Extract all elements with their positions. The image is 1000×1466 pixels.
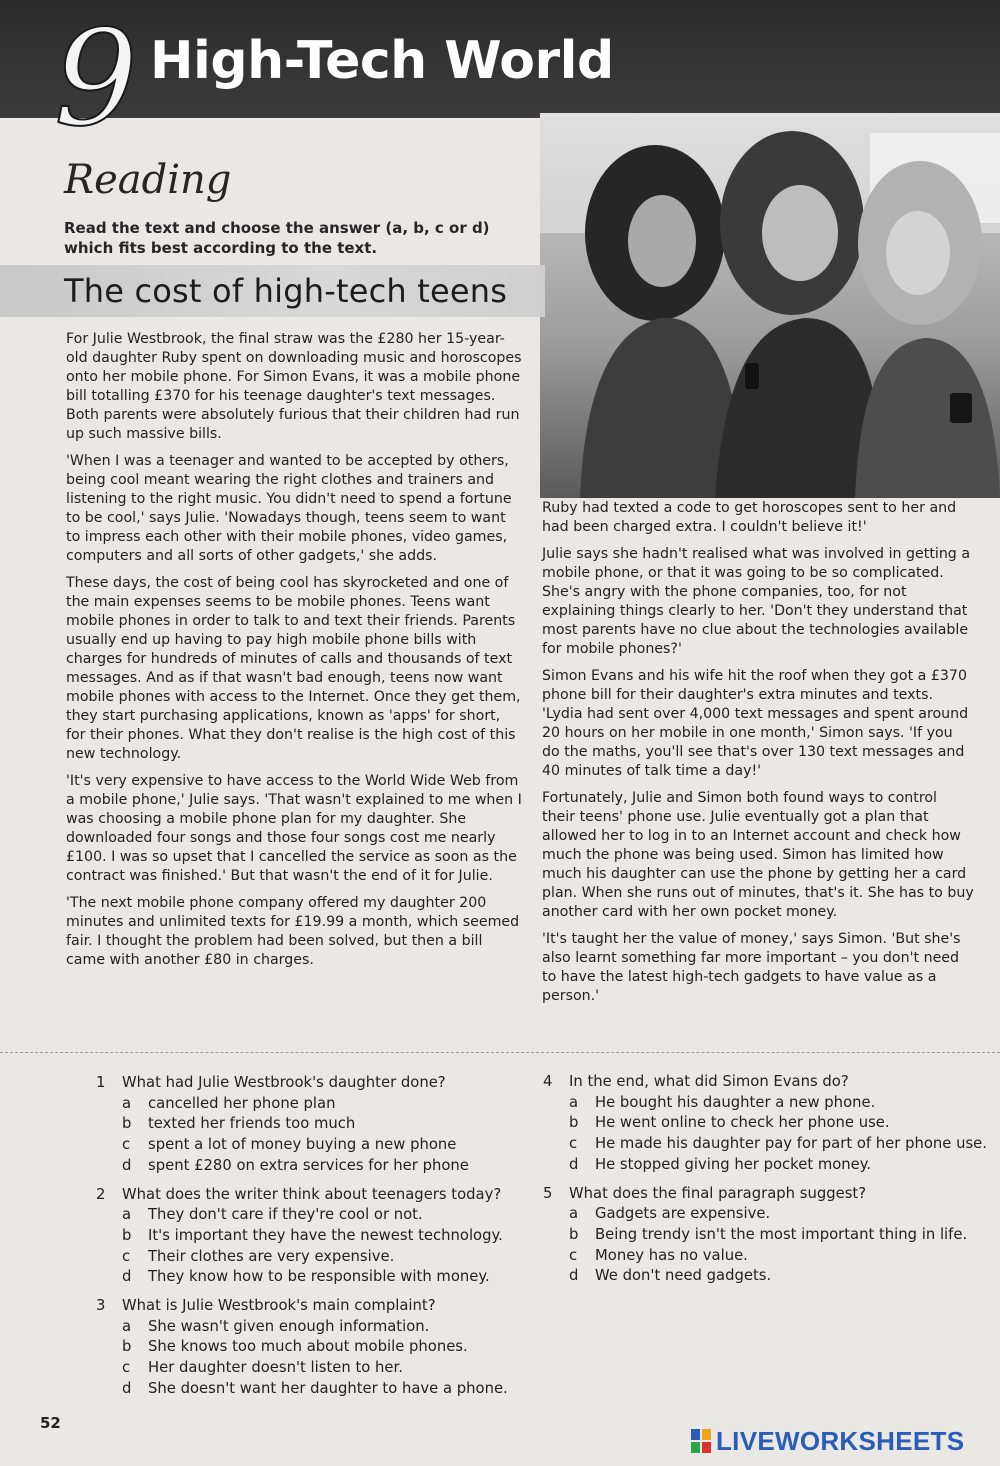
page-title: High-Tech World [150,31,614,91]
page-number: 52 [40,1414,61,1432]
option-letter: d [122,1156,132,1174]
answer-option[interactable] [543,1134,998,1155]
answer-option[interactable] [96,1267,531,1288]
option-letter: c [569,1246,578,1264]
question-number: 5 [543,1184,553,1202]
article-paragraph: These days, the cost of being cool has skyrocketed and one of the main expenses seems to be mobile phones. Teens want mobile phones in order to talk to and text their friends. Parents usually end up having to pay high mobile phone bills with charges for hundreds of minutes of calls and thousands of text messages. And as if that wasn't bad enough, teens now want mobile phones with access to the Internet. Once they get them, they start purchasing applications, known as 'apps' for short, for their phones. What they don't realise is the high cost of this new technology. [66,575,521,762]
question-number: 3 [96,1297,106,1315]
answer-option[interactable] [96,1114,531,1135]
answer-option[interactable] [96,1379,531,1400]
article-paragraph: For Julie Westbrook, the final straw was the £280 her 15-year-old daughter Ruby spent on downloading music and horoscopes onto her mobile phone. For Simon Evans, it was a mobile phone bill totalling £370 for his teenage daughter's text messages. Both parents were absolutely furious that their children had run up such massive bills. [66,331,522,442]
article-paragraph: Simon Evans and his wife hit the roof when they got a £370 phone bill for their daughter's extra minutes and texts. 'Lydia had sent over 4,000 text messages and spent around 20 hours on her mobile in one month,' Simon says. 'If you do the maths, you'll see that's over 130 text messages and 40 minutes of talk time a day!' [542,668,969,779]
option-text: She doesn't want her daughter to have a phone. [148,1379,508,1397]
question-3 [96,1296,531,1400]
option-text: We don't need gadgets. [595,1267,772,1285]
option-letter: a [122,1317,132,1335]
option-text: They don't care if they're cool or not. [148,1206,423,1224]
article-column-right [542,499,974,1014]
option-letter: b [122,1338,132,1356]
question-text: What had Julie Westbrook's daughter done? [122,1074,446,1091]
option-letter: a [122,1206,132,1224]
liveworksheets-wordmark: LIVEWORKSHEETS [716,1426,965,1456]
answer-option[interactable] [96,1156,531,1177]
option-text: They know how to be responsible with money. [148,1268,490,1286]
answer-option[interactable] [96,1317,531,1338]
answer-option[interactable] [96,1205,531,1226]
article-paragraph: 'It's very expensive to have access to the World Wide Web from a mobile phone,' Julie says. 'That wasn't explained to me when I was choosing a mobile phone plan for my daughter. She downloaded four songs and those four songs cost me nearly £100. I was so upset that I cancelled the service as soon as the contract was finished.' But that wasn't the end of it for Julie. [66,773,522,884]
question-number: 4 [543,1073,553,1090]
option-letter: a [122,1094,132,1112]
option-text: He made his daughter pay for part of her phone use. [595,1135,987,1153]
article-paragraph: Julie says she hadn't realised what was involved in getting a mobile phone, or that it was going to be so complicated. She's angry with the phone companies, too, for not explaining things clearly to her. 'Don't they understand that most parents have no clue about the technologies available for mobile phones?' [542,546,971,657]
question-text: What is Julie Westbrook's main complaint? [122,1297,436,1315]
article-paragraph: 'It's taught her the value of money,' says Simon. 'But she's also learnt something far more important – you don't need to have the latest high-tech gadgets to have value as a person.' [542,931,961,1004]
option-letter: c [122,1247,131,1265]
answer-option[interactable] [96,1337,531,1358]
questions-column-right [543,1072,998,1295]
option-text: Money has no value. [595,1246,748,1264]
section-heading: Reading [64,157,232,203]
question-4 [543,1072,998,1176]
option-letter: a [569,1205,579,1223]
teens-with-phones-photo [540,113,1000,498]
option-text: He bought his daughter a new phone. [595,1093,876,1111]
questions-column-left [96,1073,531,1408]
option-letter: c [122,1359,131,1377]
option-letter: d [569,1155,579,1173]
option-text: He went online to check her phone use. [595,1114,890,1132]
option-text: Being trendy isn't the most important thing in life. [595,1225,968,1243]
answer-option[interactable] [543,1155,998,1176]
answer-option[interactable] [96,1094,531,1115]
option-text: spent a lot of money buying a new phone [148,1136,457,1154]
chapter-number: 9 [54,2,138,156]
option-text: Her daughter doesn't listen to her. [148,1359,403,1377]
option-text: cancelled her phone plan [148,1094,336,1112]
question-5 [543,1184,998,1288]
option-letter: c [122,1136,131,1154]
answer-option[interactable] [543,1225,998,1246]
option-text: spent £280 on extra services for her phone [148,1156,469,1174]
option-text: He stopped giving her pocket money. [595,1155,872,1173]
answer-option[interactable] [96,1135,531,1156]
question-1 [96,1073,531,1177]
question-number: 2 [96,1185,106,1203]
instructions-text: Read the text and choose the answer (a, b, c or d) which fits best according to the text. [64,219,490,257]
question-text: What does the final paragraph suggest? [569,1184,867,1202]
option-letter: d [122,1379,132,1397]
answer-option[interactable] [543,1266,998,1287]
article-paragraph: 'The next mobile phone company offered my daughter 200 minutes and unlimited texts for £19.99 a month, which seemed fair. I thought the problem had been solved, but then a bill came with another £80 in charges. [66,895,520,968]
option-text: Their clothes are very expensive. [148,1247,395,1265]
article-paragraph: Ruby had texted a code to get horoscopes sent to her and had been charged extra. I couldn't believe it!' [542,500,957,535]
option-text: texted her friends too much [148,1115,356,1133]
option-letter: b [569,1225,579,1243]
answer-option[interactable] [96,1247,531,1268]
option-text: Gadgets are expensive. [595,1205,771,1223]
option-letter: c [569,1135,578,1153]
option-text: It's important they have the newest technology. [148,1226,503,1244]
option-text: She wasn't given enough information. [148,1317,430,1335]
answer-option[interactable] [543,1093,998,1114]
option-letter: b [569,1114,579,1132]
option-letter: b [122,1226,132,1244]
article-column-left [66,330,522,978]
question-text: In the end, what did Simon Evans do? [569,1073,849,1090]
option-text: She knows too much about mobile phones. [148,1338,468,1356]
answer-option[interactable] [96,1358,531,1379]
liveworksheets-logo[interactable] [690,1425,964,1457]
answer-option[interactable] [543,1113,998,1134]
question-2 [96,1185,531,1289]
option-letter: d [569,1267,579,1285]
question-text: What does the writer think about teenagers today? [122,1185,502,1203]
article-title: The cost of high-tech teens [64,272,508,310]
option-letter: b [122,1115,132,1133]
question-number: 1 [96,1074,106,1091]
answer-option[interactable] [543,1246,998,1267]
option-letter: a [569,1093,579,1111]
answer-option[interactable] [96,1226,531,1247]
article-paragraph: 'When I was a teenager and wanted to be accepted by others, being cool meant wearing the right clothes and trainers and listening to the right music. You didn't need to spend a fortune to be cool,' says Julie. 'Nowadays though, teens seem to want to impress each other with their mobile phones, video games, computers and all sorts of other gadgets,' she adds. [66,453,512,564]
answer-option[interactable] [543,1204,998,1225]
article-paragraph: Fortunately, Julie and Simon both found ways to control their teens' phone use. Julie eventually got a plan that allowed her to log in to an Internet account and check how much the phone was being used. Simon has limited how much his daughter can use the phone by getting her a card plan. When she runs out of minutes, that's it. She has to buy another card with her own pocket money. [542,790,974,920]
liveworksheets-icon [690,1428,712,1454]
option-letter: d [122,1268,132,1286]
section-divider [0,1052,1000,1053]
